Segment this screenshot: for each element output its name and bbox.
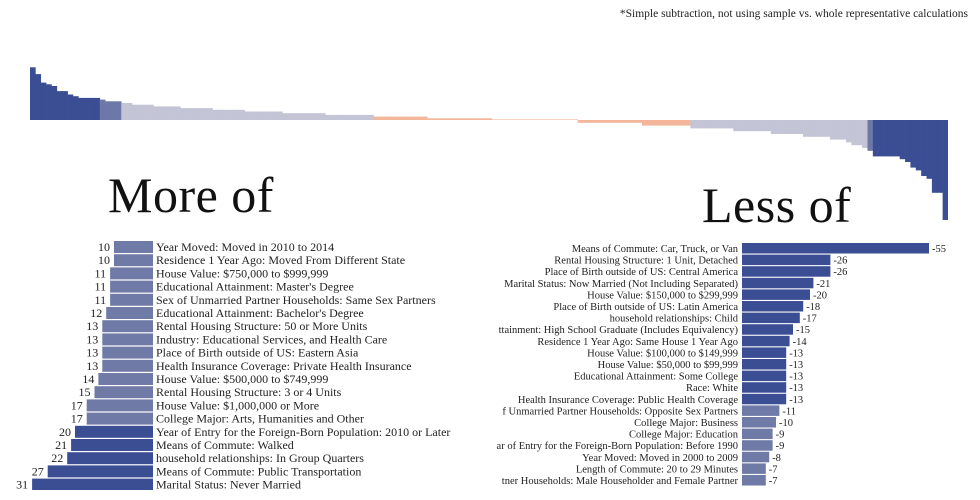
less-of-bar bbox=[742, 278, 813, 289]
less-of-value-label: -10 bbox=[779, 418, 793, 429]
overview-bar bbox=[390, 117, 396, 120]
overview-bar bbox=[100, 100, 106, 120]
overview-bar bbox=[626, 120, 632, 123]
less-of-bar bbox=[742, 255, 830, 266]
less-of-bar bbox=[742, 313, 800, 324]
overview-bar bbox=[261, 112, 267, 121]
less-of-bar bbox=[742, 394, 786, 405]
more-of-category-label: household relationships: In Group Quarters bbox=[156, 451, 364, 466]
overview-bar bbox=[492, 119, 498, 120]
overview-bar bbox=[884, 120, 890, 156]
less-of-category-label: ar of Entry for the Foreign-Born Population: Before 1990 bbox=[496, 441, 738, 453]
more-of-value-label: 11 bbox=[94, 279, 107, 294]
overview-bar bbox=[513, 119, 519, 120]
overview-bar bbox=[293, 113, 299, 120]
overview-bar bbox=[728, 120, 734, 128]
more-of-value-label: 21 bbox=[55, 438, 68, 452]
more-of-value-label: 17 bbox=[70, 411, 83, 426]
less-of-category-label: Year Moved: Moved in 2000 to 2009 bbox=[582, 452, 738, 464]
overview-bar bbox=[658, 120, 664, 126]
overview-bar bbox=[368, 115, 374, 120]
overview-bar bbox=[674, 120, 680, 126]
less-of-category-label: House Value: $50,000 to $99,999 bbox=[597, 360, 738, 371]
more-of-bar bbox=[32, 479, 153, 490]
overview-bar bbox=[229, 110, 235, 120]
more-of-bar bbox=[110, 294, 153, 306]
overview-bar bbox=[73, 96, 79, 120]
overview-bar bbox=[808, 120, 814, 137]
overview-bar bbox=[481, 118, 487, 120]
overview-bar bbox=[787, 120, 793, 134]
overview-bar bbox=[250, 112, 256, 121]
more-of-value-label: 13 bbox=[86, 319, 99, 334]
overview-bar bbox=[245, 112, 251, 121]
less-of-bar bbox=[742, 382, 786, 393]
overview-bar bbox=[357, 115, 363, 120]
overview-bar bbox=[717, 120, 723, 128]
overview-bar bbox=[84, 98, 90, 120]
less-of-value-label: -13 bbox=[789, 360, 804, 371]
less-of-bar bbox=[742, 440, 773, 451]
overview-bar bbox=[642, 120, 648, 126]
less-of-value-label: -11 bbox=[782, 406, 797, 418]
overview-bar bbox=[610, 120, 616, 123]
overview-bar bbox=[331, 115, 337, 120]
overview-bar bbox=[910, 120, 916, 168]
overview-bar bbox=[755, 120, 761, 131]
more-of-category-label: Rental Housing Structure: 3 or 4 Units bbox=[156, 385, 342, 400]
less-of-bar bbox=[742, 371, 786, 382]
overview-bar bbox=[137, 105, 143, 120]
more-of-bar bbox=[98, 373, 153, 385]
less-of-bar bbox=[742, 336, 790, 347]
overview-bar bbox=[583, 120, 589, 123]
overview-bar bbox=[196, 108, 202, 120]
overview-bar bbox=[637, 120, 643, 123]
more-of-bar bbox=[71, 439, 153, 451]
more-of-category-label: Means of Commute: Walked bbox=[156, 438, 294, 452]
overview-bar bbox=[164, 106, 170, 120]
overview-bar bbox=[535, 119, 541, 120]
overview-bar bbox=[427, 118, 433, 120]
overview-bar bbox=[556, 119, 562, 120]
more-of-value-label: 14 bbox=[82, 372, 95, 386]
less-of-category-label: House Value: $100,000 to $149,999 bbox=[587, 348, 738, 360]
more-of-value-label: 12 bbox=[90, 306, 103, 320]
overview-bar bbox=[835, 120, 841, 140]
overview-bar bbox=[191, 108, 197, 120]
overview-bar bbox=[615, 120, 621, 123]
overview-bar bbox=[62, 91, 68, 120]
less-of-bar bbox=[742, 429, 773, 440]
less-of-category-label: f Unmarried Partner Households: Opposite Sex Partners bbox=[502, 406, 738, 418]
overview-bar bbox=[873, 120, 879, 156]
overview-bar bbox=[857, 120, 863, 145]
overview-bar bbox=[830, 120, 836, 140]
overview-bar bbox=[588, 120, 594, 123]
less-of-bar bbox=[742, 417, 776, 428]
more-of-category-label: Industry: Educational Services, and Health Care bbox=[156, 332, 388, 347]
overview-bar bbox=[105, 101, 111, 120]
overview-bar bbox=[223, 110, 229, 120]
overview-bar bbox=[594, 120, 600, 123]
overview-bar bbox=[213, 110, 219, 120]
less-of-category-label: Place of Birth outside of US: Central America bbox=[544, 267, 738, 279]
overview-bar bbox=[508, 119, 514, 120]
overview-bar bbox=[68, 95, 74, 121]
more-of-value-label: 15 bbox=[78, 385, 91, 400]
less-of-bar bbox=[742, 301, 803, 312]
more-of-value-label: 11 bbox=[94, 266, 107, 281]
overview-bar bbox=[685, 120, 691, 126]
overview-bar bbox=[647, 120, 653, 126]
overview-bar bbox=[476, 118, 482, 120]
overview-bar bbox=[148, 105, 154, 120]
overview-bar bbox=[862, 120, 868, 148]
overview-bar bbox=[551, 119, 557, 120]
more-of-bar bbox=[75, 426, 153, 438]
less-of-category-label: House Value: $150,000 to $299,999 bbox=[587, 290, 738, 302]
overview-bar bbox=[239, 110, 245, 120]
more-of-bar bbox=[110, 281, 153, 293]
overview-bar bbox=[712, 120, 718, 128]
overview-bar bbox=[272, 112, 278, 121]
less-of-category-label: Rental Housing Structure: 1 Unit, Detached bbox=[554, 255, 738, 267]
more-of-category-label: Health Insurance Coverage: Private Health Insurance bbox=[156, 358, 412, 373]
overview-bar bbox=[288, 113, 294, 120]
overview-bar bbox=[41, 83, 47, 120]
more-of-value-label: 27 bbox=[31, 464, 44, 479]
overview-bar bbox=[733, 120, 739, 131]
overview-bar bbox=[89, 98, 95, 120]
less-of-value-label: -55 bbox=[932, 244, 946, 255]
more-of-bar bbox=[114, 241, 153, 253]
overview-bar bbox=[927, 120, 933, 179]
overview-bar bbox=[315, 113, 321, 120]
more-of-category-label: Year Moved: Moved in 2010 to 2014 bbox=[156, 240, 335, 254]
more-of-category-label: Educational Attainment: Master's Degree bbox=[156, 279, 354, 294]
overview-bar bbox=[803, 120, 809, 137]
less-of-value-label: -13 bbox=[789, 371, 804, 383]
overview-bar bbox=[706, 120, 712, 128]
overview-bar bbox=[400, 117, 406, 120]
overview-bar bbox=[937, 120, 943, 193]
more-of-category-label: House Value: $1,000,000 or More bbox=[156, 398, 320, 413]
overview-bar bbox=[234, 110, 240, 120]
overview-bar bbox=[336, 115, 342, 120]
overview-bar bbox=[825, 120, 831, 137]
less-of-category-label: Residence 1 Year Ago: Same House 1 Year Ago bbox=[537, 336, 738, 348]
less-of-value-label: -8 bbox=[772, 452, 781, 464]
overview-bar bbox=[417, 117, 423, 120]
overview-bar bbox=[841, 120, 847, 140]
overview-bar bbox=[867, 120, 873, 151]
less-of-category-label: Race: White bbox=[686, 383, 738, 395]
overview-bar bbox=[443, 118, 449, 120]
overview-bar bbox=[433, 118, 439, 120]
more-of-category-label: Residence 1 Year Ago: Moved From Different State bbox=[156, 253, 406, 268]
overview-bar bbox=[631, 120, 637, 123]
overview-bar bbox=[545, 119, 551, 120]
less-of-bar bbox=[742, 324, 793, 335]
overview-bar bbox=[760, 120, 766, 131]
less-of-category-label: tner Households: Male Householder and Female Partner bbox=[501, 476, 738, 487]
overview-bar bbox=[153, 106, 159, 120]
less-of-title: Less of bbox=[702, 177, 852, 233]
less-of-value-label: -13 bbox=[789, 383, 804, 395]
less-of-category-label: College Major: Education bbox=[628, 429, 738, 441]
overview-bar bbox=[921, 120, 927, 176]
overview-bar bbox=[132, 105, 138, 120]
more-of-value-label: 22 bbox=[51, 451, 64, 466]
overview-bar bbox=[621, 120, 627, 123]
more-of-category-label: Marital Status: Never Married bbox=[156, 477, 301, 490]
overview-bar bbox=[701, 120, 707, 128]
overview-bar bbox=[529, 119, 535, 120]
overview-bar bbox=[449, 118, 455, 120]
overview-bar bbox=[347, 115, 353, 120]
overview-bar bbox=[266, 112, 272, 121]
less-of-value-label: -13 bbox=[789, 394, 804, 406]
overview-bar bbox=[298, 113, 304, 120]
overview-bar bbox=[57, 91, 63, 120]
overview-bar bbox=[744, 120, 750, 131]
overview-bar bbox=[111, 101, 117, 120]
overview-bar bbox=[255, 112, 261, 121]
more-of-value-label: 13 bbox=[86, 332, 99, 347]
overview-bar bbox=[497, 119, 503, 120]
overview-bar bbox=[578, 120, 584, 123]
overview-bar bbox=[878, 120, 884, 156]
overview-bar bbox=[277, 112, 283, 121]
overview-bar bbox=[320, 113, 326, 120]
overview-bar bbox=[599, 120, 605, 123]
overview-bar bbox=[486, 118, 492, 120]
more-of-value-label: 11 bbox=[94, 292, 107, 307]
overview-bar bbox=[454, 118, 460, 120]
more-of-category-label: College Major: Arts, Humanities and Other bbox=[156, 411, 364, 426]
more-of-bar bbox=[48, 465, 153, 477]
less-of-bar bbox=[742, 463, 766, 474]
overview-bar bbox=[51, 86, 57, 120]
more-of-bar bbox=[114, 254, 153, 266]
overview-bar bbox=[572, 119, 578, 120]
more-of-category-label: Rental Housing Structure: 50 or More Units bbox=[156, 319, 368, 334]
overview-bar bbox=[170, 106, 176, 120]
more-of-bar bbox=[110, 267, 153, 279]
more-of-value-label: 10 bbox=[98, 253, 110, 268]
less-of-value-label: -26 bbox=[833, 255, 848, 267]
overview-bar bbox=[116, 101, 122, 120]
less-of-value-label: -14 bbox=[792, 336, 807, 348]
overview-bar bbox=[411, 117, 417, 120]
more-of-bar bbox=[102, 347, 153, 359]
overview-bar bbox=[765, 120, 771, 131]
overview-bar bbox=[524, 119, 530, 120]
overview-bar bbox=[180, 108, 186, 120]
overview-bar bbox=[78, 98, 84, 120]
overview-bar bbox=[30, 67, 36, 120]
overview-bar bbox=[218, 110, 224, 120]
less-of-category-label: Marital Status: Now Married (Not Including Separated) bbox=[504, 278, 738, 290]
overview-bar bbox=[379, 117, 385, 120]
overview-bar bbox=[851, 120, 857, 145]
overview-bar bbox=[35, 74, 41, 120]
less-of-chart bbox=[480, 238, 970, 488]
less-of-bar bbox=[742, 347, 786, 358]
less-of-category-label: Place of Birth outside of US: Latin America bbox=[553, 302, 738, 313]
less-of-bar bbox=[742, 243, 929, 254]
more-of-bar bbox=[106, 307, 153, 319]
footnote: *Simple subtraction, not using sample vs. whole representative calculations bbox=[619, 8, 968, 20]
overview-bar bbox=[304, 113, 310, 120]
overview-bar bbox=[905, 120, 911, 162]
overview-bar bbox=[422, 117, 428, 120]
overview-bar bbox=[159, 106, 165, 120]
less-of-bar bbox=[742, 405, 779, 416]
less-of-value-label: -21 bbox=[816, 278, 831, 290]
overview-bar bbox=[894, 120, 900, 156]
overview-bar bbox=[723, 120, 729, 128]
less-of-category-label: College Major: Business bbox=[634, 418, 738, 429]
overview-bar bbox=[309, 113, 315, 120]
overview-bar bbox=[696, 120, 702, 128]
less-of-value-label: -15 bbox=[796, 325, 810, 337]
overview-bar bbox=[406, 117, 412, 120]
overview-bar bbox=[846, 120, 852, 142]
more-of-value-label: 20 bbox=[59, 424, 71, 439]
more-of-category-label: House Value: $750,000 to $999,999 bbox=[156, 266, 329, 281]
overview-bar bbox=[175, 106, 181, 120]
overview-bar bbox=[776, 120, 782, 134]
overview-bar bbox=[341, 115, 347, 120]
more-of-category-label: Sex of Unmarried Partner Households: Same Sex Partners bbox=[156, 292, 436, 307]
more-of-bar bbox=[87, 413, 153, 425]
overview-bar bbox=[186, 108, 192, 120]
less-of-value-label: -17 bbox=[802, 313, 817, 325]
overview-bar bbox=[46, 84, 52, 120]
more-of-value-label: 13 bbox=[86, 345, 99, 360]
more-of-bar bbox=[102, 320, 153, 332]
less-of-value-label: -18 bbox=[806, 302, 821, 313]
overview-bar bbox=[352, 115, 358, 120]
less-of-category-label: Educational Attainment: Some College bbox=[573, 371, 738, 383]
overview-bar bbox=[653, 120, 659, 126]
overview-bar bbox=[325, 115, 331, 120]
less-of-category-label: ttainment: High School Graduate (Includes Equivalency) bbox=[498, 325, 738, 337]
less-of-bar bbox=[742, 289, 810, 300]
more-of-category-label: Year of Entry for the Foreign-Born Population: 2010 or Later bbox=[156, 424, 451, 439]
overview-bar bbox=[540, 119, 546, 120]
overview-bar bbox=[749, 120, 755, 131]
more-of-value-label: 17 bbox=[70, 398, 83, 413]
less-of-category-label: Means of Commute: Car, Truck, or Van bbox=[571, 244, 738, 255]
overview-bar bbox=[814, 120, 820, 137]
overview-bar bbox=[900, 120, 906, 159]
more-of-value-label: 13 bbox=[86, 358, 99, 373]
overview-bar bbox=[916, 120, 922, 170]
overview-bar bbox=[470, 118, 476, 120]
less-of-value-label: -9 bbox=[775, 441, 785, 453]
overview-bar bbox=[889, 120, 895, 156]
less-of-bar bbox=[742, 266, 830, 277]
overview-bar bbox=[792, 120, 798, 134]
overview-bar bbox=[663, 120, 669, 126]
overview-bar bbox=[567, 119, 573, 120]
less-of-bar bbox=[742, 359, 786, 370]
overview-bar bbox=[680, 120, 686, 126]
overview-bar bbox=[94, 98, 100, 120]
more-of-category-label: House Value: $500,000 to $749,999 bbox=[156, 372, 329, 386]
overview-bar bbox=[669, 120, 675, 126]
more-of-bar bbox=[87, 399, 153, 411]
overview-bar bbox=[207, 108, 213, 120]
overview-bar bbox=[459, 118, 465, 120]
more-of-title: More of bbox=[108, 167, 274, 223]
overview-bar bbox=[282, 113, 288, 120]
less-of-bar bbox=[742, 452, 769, 463]
overview-bar bbox=[438, 118, 444, 120]
overview-bar bbox=[465, 118, 471, 120]
overview-bar bbox=[202, 108, 208, 120]
less-of-value-label: -7 bbox=[768, 476, 778, 487]
less-of-value-label: -9 bbox=[775, 429, 785, 441]
less-of-value-label: -26 bbox=[833, 267, 848, 279]
overview-bar bbox=[374, 117, 380, 120]
more-of-value-label: 10 bbox=[98, 240, 110, 254]
more-of-bar bbox=[67, 452, 153, 464]
overview-bar bbox=[943, 120, 948, 220]
overview-bar bbox=[932, 120, 938, 193]
less-of-bar bbox=[742, 475, 766, 486]
more-of-chart bbox=[0, 236, 460, 490]
overview-bar bbox=[519, 119, 525, 120]
overview-bar bbox=[363, 115, 369, 120]
overview-bar bbox=[739, 120, 745, 131]
overview-bar bbox=[127, 103, 133, 120]
overview-bar bbox=[561, 119, 567, 120]
overview-bar bbox=[384, 117, 390, 120]
overview-bar bbox=[502, 119, 508, 120]
overview-bar bbox=[143, 105, 149, 120]
more-of-value-label: 31 bbox=[16, 477, 29, 490]
less-of-value-label: -20 bbox=[813, 290, 827, 302]
less-of-category-label: household relationships: Child bbox=[609, 313, 738, 325]
overview-bar bbox=[782, 120, 788, 134]
overview-bar bbox=[121, 103, 127, 120]
less-of-value-label: -7 bbox=[768, 464, 778, 476]
overview-bar bbox=[395, 117, 401, 120]
more-of-bar bbox=[95, 386, 154, 398]
overview-bar bbox=[819, 120, 825, 137]
more-of-category-label: Educational Attainment: Bachelor's Degree bbox=[156, 306, 364, 320]
overview-bar bbox=[604, 120, 610, 123]
more-of-bar bbox=[102, 360, 153, 372]
more-of-category-label: Means of Commute: Public Transportation bbox=[156, 464, 362, 479]
less-of-value-label: -13 bbox=[789, 348, 804, 360]
more-of-category-label: Place of Birth outside of US: Eastern Asia bbox=[156, 345, 359, 360]
overview-bar bbox=[690, 120, 696, 128]
less-of-category-label: Health Insurance Coverage: Public Health Coverage bbox=[517, 394, 738, 406]
more-of-bar bbox=[102, 333, 153, 345]
overview-bar bbox=[798, 120, 804, 134]
overview-bar bbox=[771, 120, 777, 134]
less-of-category-label: Length of Commute: 20 to 29 Minutes bbox=[575, 464, 738, 476]
